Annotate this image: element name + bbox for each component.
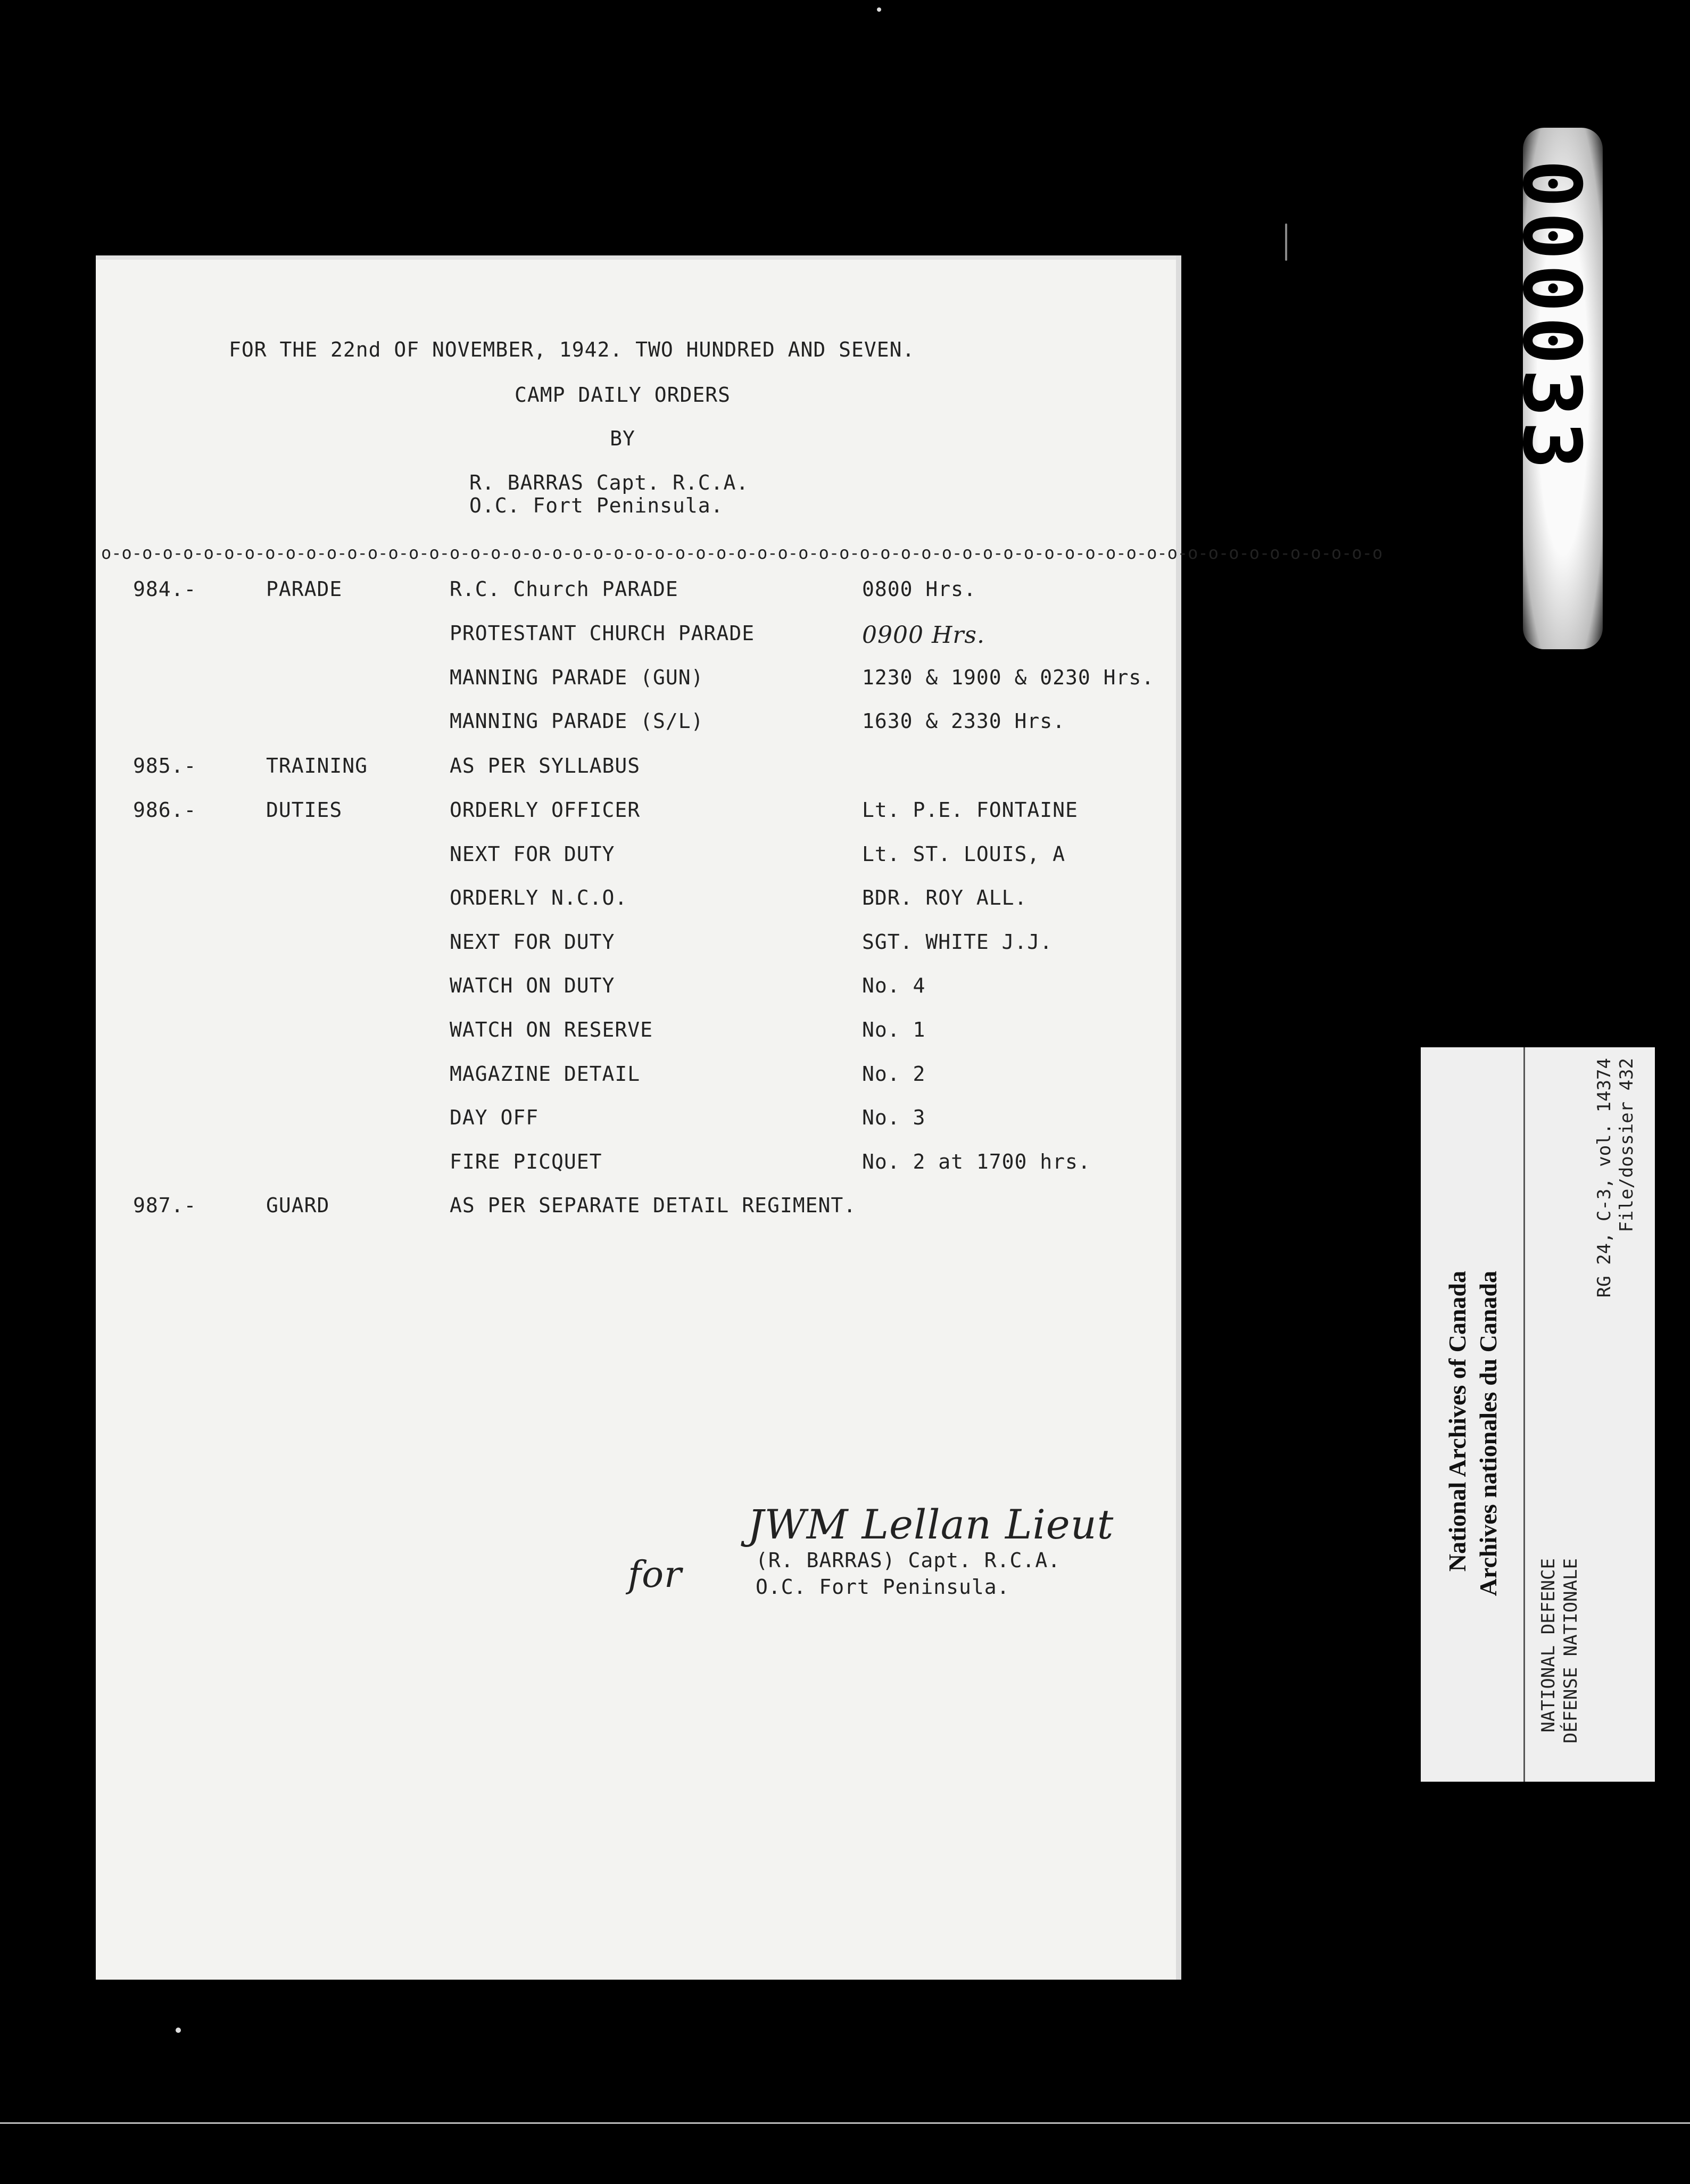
issuer-line-2: O.C. Fort Peninsula. (469, 494, 724, 517)
signature-prefix: for (628, 1554, 682, 1596)
order-value: Lt. ST. LOUIS, A (862, 842, 1066, 866)
order-item: DAY OFF (450, 1106, 539, 1129)
order-number: 987.- (133, 1194, 197, 1217)
order-item: FIRE PICQUET (450, 1150, 602, 1173)
order-value: No. 1 (862, 1018, 926, 1041)
order-item: ORDERLY N.C.O. (450, 886, 628, 909)
order-value: No. 2 (862, 1062, 926, 1086)
handwritten-signature: JWM Lellan Lieut (748, 1501, 1114, 1548)
order-value: No. 2 at 1700 hrs. (862, 1150, 1091, 1173)
order-item: MANNING PARADE (S/L) (450, 709, 704, 733)
order-value: No. 3 (862, 1106, 926, 1129)
order-value: No. 4 (862, 974, 926, 997)
order-row (96, 1062, 1181, 1094)
order-row (96, 754, 1181, 786)
order-number: 986.- (133, 798, 197, 822)
order-row (96, 886, 1181, 918)
dust-speck (877, 7, 881, 12)
document-heading: FOR THE 22nd OF NOVEMBER, 1942. TWO HUNDRED AND SEVEN. (229, 338, 915, 361)
order-number: 985.- (133, 754, 197, 777)
document-title: CAMP DAILY ORDERS (515, 383, 731, 407)
order-row (96, 1018, 1181, 1050)
document-by: BY (610, 427, 635, 450)
order-row (96, 577, 1181, 609)
department-fr: DÉFENSE NATIONALE (1560, 1558, 1581, 1743)
signature-line-2: O.C. Fort Peninsula. (756, 1575, 1010, 1599)
order-value: 1230 & 1900 & 0230 Hrs. (862, 666, 1155, 689)
order-item: ORDERLY OFFICER (450, 798, 641, 822)
order-item: WATCH ON RESERVE (450, 1018, 653, 1041)
order-row (96, 798, 1181, 830)
order-row (96, 709, 1181, 741)
reference-volume: RG 24, C-3, vol. 14374 (1594, 1058, 1615, 1298)
frame-edge-line (0, 2122, 1690, 2124)
order-item: WATCH ON DUTY (450, 974, 615, 997)
order-item: AS PER SYLLABUS (450, 754, 641, 777)
order-value: 1630 & 2330 Hrs. (862, 709, 1066, 733)
separator-line: o-o-o-o-o-o-o-o-o-o-o-o-o-o-o-o-o-o-o-o-o-o-o-o-o-o-o-o-o-o-o-o-o-o-o-o-o-o-o-o-o-o-o-o-o-o-o-o-o-o-o-o-o-o-o-o-o-o-o-o-o-o-o (101, 543, 1383, 563)
reference-file: File/dossier 432 (1616, 1058, 1637, 1232)
archive-name-fr: Archives nationales du Canada (1474, 1271, 1502, 1596)
archive-name-en: National Archives of Canada (1444, 1271, 1471, 1572)
order-item: MANNING PARADE (GUN) (450, 666, 704, 689)
order-value: 0800 Hrs. (862, 577, 976, 601)
order-category: GUARD (266, 1194, 330, 1217)
archive-name-panel (1421, 1047, 1525, 1782)
order-value: BDR. ROY ALL. (862, 886, 1028, 909)
order-row (96, 622, 1181, 653)
order-category: PARADE (266, 577, 343, 601)
order-item: NEXT FOR DUTY (450, 842, 615, 866)
order-row (96, 1150, 1181, 1182)
order-row (96, 842, 1181, 874)
order-item: MAGAZINE DETAIL (450, 1062, 641, 1086)
scratch-mark (1285, 224, 1287, 261)
order-row (96, 974, 1181, 1006)
order-item: NEXT FOR DUTY (450, 930, 615, 954)
order-item: R.C. Church PARADE (450, 577, 678, 601)
order-value: SGT. WHITE J.J. (862, 930, 1053, 954)
dust-speck (176, 2028, 181, 2033)
order-row (96, 930, 1181, 962)
order-value: 0900 Hrs. (862, 622, 985, 649)
reel-number: 000033 (1505, 160, 1597, 474)
order-number: 984.- (133, 577, 197, 601)
label-divider (1523, 1047, 1525, 1782)
order-row (96, 1194, 1181, 1226)
order-category: TRAINING (266, 754, 368, 777)
department-en: NATIONAL DEFENCE (1538, 1558, 1559, 1733)
document-page (96, 255, 1383, 1980)
order-category: DUTIES (266, 798, 343, 822)
order-value: Lt. P.E. FONTAINE (862, 798, 1078, 822)
signature-line-1: (R. BARRAS) Capt. R.C.A. (756, 1549, 1061, 1572)
archive-label (1421, 1047, 1655, 1782)
reel-number-frame (1505, 128, 1603, 649)
order-item: PROTESTANT CHURCH PARADE (450, 622, 755, 645)
order-item: AS PER SEPARATE DETAIL REGIMENT. (450, 1194, 857, 1217)
department-panel (1527, 1047, 1655, 1782)
order-row (96, 666, 1181, 698)
issuer-line-1: R. BARRAS Capt. R.C.A. (469, 471, 749, 494)
order-row (96, 1106, 1181, 1138)
